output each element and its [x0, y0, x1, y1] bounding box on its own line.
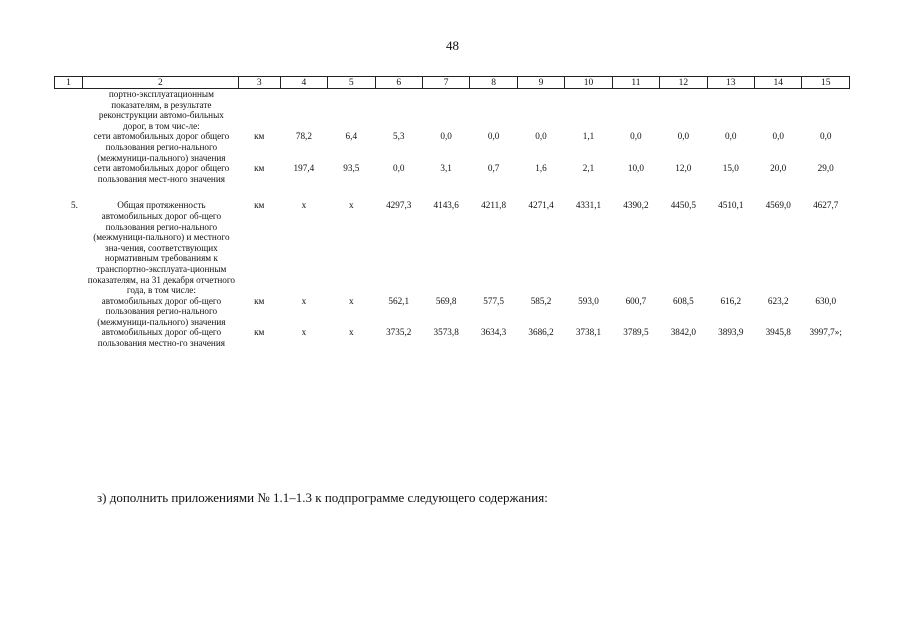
column-header: 2 — [82, 77, 238, 89]
table-cell: 4211,8 — [481, 200, 507, 211]
column-header: 1 — [55, 77, 83, 89]
table-cell: х — [301, 200, 307, 211]
table-cell: 3842,0 — [670, 327, 696, 338]
table-cell: х — [349, 295, 354, 306]
row-description: автомобильных дорог об-щего пользования местно-го значения — [97, 327, 225, 349]
table-cell: 585,2 — [530, 295, 552, 306]
table-cell — [707, 89, 754, 132]
table-cell: 562,1 — [388, 295, 410, 306]
table-cell: 15,0 — [722, 163, 739, 174]
table-cell — [612, 89, 659, 132]
table-cell: 0,0 — [772, 131, 784, 142]
table-row — [55, 89, 850, 132]
table-cell — [422, 89, 469, 132]
page-number: 48 — [446, 38, 459, 53]
table-cell: 3945,8 — [765, 327, 791, 338]
row-unit — [238, 89, 280, 132]
table-cell: 4450,5 — [670, 200, 696, 211]
table-cell — [375, 89, 422, 132]
table-cell: 4627,7 — [813, 200, 839, 211]
table-cell: 93,5 — [343, 163, 360, 174]
column-header: 8 — [470, 77, 517, 89]
row-unit: км — [254, 200, 265, 211]
table-cell — [280, 89, 327, 132]
table-cell: 4143,6 — [433, 200, 459, 211]
table-row — [55, 163, 850, 184]
table-cell: 3738,1 — [575, 327, 602, 338]
column-header: 10 — [565, 77, 612, 89]
table-cell: х — [301, 327, 307, 338]
table-row — [55, 296, 850, 328]
table-cell — [755, 89, 802, 132]
table-cell — [470, 89, 517, 132]
table-cell: 4331,1 — [575, 200, 602, 211]
column-header: 7 — [422, 77, 469, 89]
table-cell: 569,8 — [435, 295, 457, 306]
table-cell: 5,3 — [392, 131, 405, 142]
table-cell: 6,4 — [345, 131, 358, 142]
row-number — [55, 327, 83, 348]
column-header: 14 — [755, 77, 802, 89]
row-description: сети автомобильных дорог общего пользования регио-нального (межмуници-пального) значения — [93, 131, 230, 163]
table-cell: 3573,8 — [433, 327, 459, 338]
table-body — [55, 89, 850, 349]
row-number: 5. — [71, 200, 78, 211]
table-cell — [565, 89, 612, 132]
column-header: 15 — [802, 77, 850, 89]
table-cell: 3634,3 — [480, 327, 507, 338]
table-cell: 3893,9 — [718, 327, 744, 338]
column-header: 9 — [517, 77, 564, 89]
table-cell: 12,0 — [675, 163, 692, 174]
table-cell: 616,2 — [720, 295, 742, 306]
table-cell: х — [301, 295, 307, 306]
table-cell: 630,0 — [815, 295, 837, 306]
table-row — [55, 131, 850, 163]
table-cell: 197,4 — [293, 163, 315, 174]
table-cell: 4271,4 — [528, 200, 554, 211]
row-description: Общая протяженность автомобильных дорог об-щего пользования регио-нального (межмуници-пального) и местного зна-чения, соответствующих нормативным требованиям к транспортно-эксплуата-ционным показателям, на 31 декабря отчетного года, в том числе: — [87, 200, 235, 296]
table-cell: 593,0 — [578, 295, 599, 306]
column-header: 11 — [612, 77, 659, 89]
table-cell: 0,0 — [819, 131, 832, 142]
table-cell: 0,0 — [677, 131, 690, 142]
table-cell: 1,1 — [582, 131, 595, 142]
table-cell — [517, 89, 564, 132]
table-cell: 0,0 — [487, 131, 500, 142]
column-header: 3 — [238, 77, 280, 89]
table-cell: 3,1 — [440, 163, 452, 174]
row-number — [55, 131, 83, 163]
table-cell: 2,1 — [582, 163, 595, 174]
table-row — [55, 327, 850, 348]
table-cell — [660, 89, 707, 132]
amendment-text: з) дополнить приложениями № 1.1–1.3 к подпрограмме следующего содержания: — [97, 490, 548, 505]
column-header: 6 — [375, 77, 422, 89]
table-cell: х — [349, 327, 354, 338]
table-row — [55, 200, 850, 295]
table-cell: 0,0 — [440, 131, 452, 142]
row-number — [55, 163, 83, 184]
row-spacer — [55, 184, 850, 200]
table-cell: 608,5 — [673, 295, 694, 306]
row-unit: км — [254, 131, 265, 142]
table-cell: 0,0 — [725, 131, 737, 142]
row-description: портно-эксплуатационным показателям, в результате реконструкции автомо-бильных дорог, в том чис-ле: — [98, 89, 224, 131]
table-cell: 0,0 — [392, 163, 405, 174]
table-cell: 29,0 — [817, 163, 834, 174]
row-number — [55, 89, 83, 132]
row-unit: км — [254, 163, 265, 174]
table-cell: 3735,2 — [386, 327, 412, 338]
table-cell: х — [349, 200, 354, 211]
row-unit: км — [254, 295, 265, 306]
row-description: сети автомобильных дорог общего пользования мест-ного значения — [93, 163, 230, 184]
table-cell: 577,5 — [483, 295, 504, 306]
table-cell: 600,7 — [625, 295, 647, 306]
table-cell — [328, 89, 375, 132]
table-cell: 78,2 — [295, 131, 312, 142]
table-cell: 1,6 — [535, 163, 547, 174]
row-unit: км — [254, 327, 265, 338]
indicator-table — [54, 76, 850, 349]
table-cell: 623,2 — [767, 295, 789, 306]
column-header: 13 — [707, 77, 754, 89]
table-cell: 0,0 — [535, 131, 547, 142]
table-cell: 3997,7»; — [809, 327, 842, 338]
table-header-row — [55, 77, 850, 89]
table-cell: 3789,5 — [623, 327, 649, 338]
row-description: автомобильных дорог об-щего пользования регио-нального (межмуници-пального) значения — [97, 295, 226, 327]
column-header: 12 — [660, 77, 707, 89]
table-cell: 4297,3 — [386, 200, 412, 211]
table-cell: 0,0 — [630, 131, 642, 142]
column-header: 4 — [280, 77, 327, 89]
table-cell — [802, 89, 850, 132]
table-cell: 20,0 — [770, 163, 787, 174]
table-cell: 4510,1 — [718, 200, 744, 211]
table-cell: 0,7 — [487, 163, 500, 174]
column-header: 5 — [328, 77, 375, 89]
table-cell: 4390,2 — [623, 200, 649, 211]
table-cell: 4569,0 — [765, 200, 791, 211]
row-number — [55, 296, 83, 328]
table-cell: 3686,2 — [528, 327, 554, 338]
table-cell: 10,0 — [627, 163, 644, 174]
